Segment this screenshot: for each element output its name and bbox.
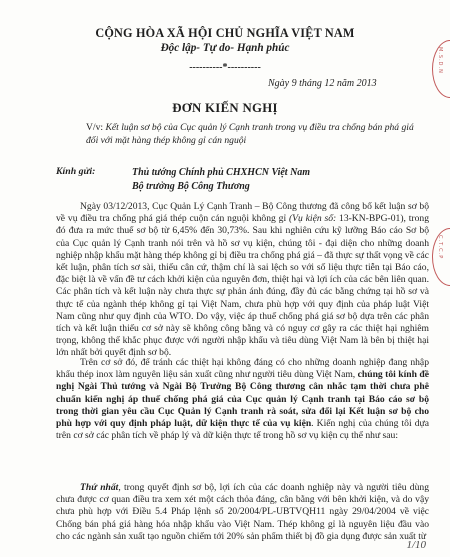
subject-text: Kết luận sơ bộ của Cục quản lý Cạnh tranh trong vụ điều tra chống bán phá giá đối với mặt hàng thép không gỉ cán nguội [86,122,414,146]
paragraph-3: Thứ nhất, trong quyết định sơ bộ, lợi ích của các doanh nghiệp này và người tiêu dùng chưa được cơ quan điều tra xem xét một cách thỏa đáng, cân bằng với bên khởi kiện, và do vậy chưa phù hợp với Điều 5.4 Pháp lệnh số 20/2004/PL-UBTVQH11 ngày 29/04/2004 về việc Chống bán phá giá hàng hóa nhập khẩu vào Việt Nam. Thép không gỉ là nguyên liệu đầu vào cho các ngành sản xuất tạo nguồn chiếm tới 20% sản phẩm thiết bị đồ gia dụng được sản xuất từ [56,482,429,542]
page-number: 1/10 [406,539,426,551]
recipients-block [132,166,310,194]
recipient-prime-minister: Thủ tướng Chính phủ CHXHCN Việt Nam [132,167,311,178]
recipients-label: Kính gửi: [56,166,96,177]
country-header: CỘNG HÒA XÃ HỘI CHỦ NGHĨA VIỆT NAM [95,26,355,40]
paragraph-2: Trên cơ sở đó, để tránh các thiệt hại không đáng có cho những doanh nghiệp đang nhập khẩu thép inox làm nguyên liệu sản xuất cũng như người tiêu dùng Việt Nam, chúng tôi kính đề nghị Ngài Thủ tướng và Ngài Bộ Trưởng Bộ Công thương cân nhắc tạm thời chưa phê chuẩn kiến nghị áp thuế chống phá giá của Cục quản lý Cạnh tranh tại Báo cáo sơ bộ trong thời gian yêu cầu Cục Quản lý Cạnh tranh rà soát, sửa đổi lại Kết luận sơ bộ cho phù hợp với quy định pháp luật, dữ kiện thực tế của vụ kiện. Kiến nghị của chúng tôi dựa trên cơ sở các phân tích về pháp lý và dữ kiện thực tế trong hồ sơ vụ kiện cụ thể như sau: [56,357,429,442]
subject-line [86,122,426,147]
subject-prefix: V/v: [86,122,104,133]
seal-stamp-icon: C.T.C.P [432,228,450,286]
first-point-lead: Thứ nhất [80,482,119,493]
paragraph-1: Ngày 03/12/2013, Cục Quản Lý Cạnh Tranh – Bộ Công thương đã công bố kết luận sơ bộ về vụ điều tra chống phá giá thép cuộn cán nguội không gỉ (Vụ kiện số: 13-KN-BPG-01), trong đó đưa ra mức thuế sơ bộ từ 6,45% đến 30,73%. Sau khi nghiên cứu kỹ lưỡng Báo cáo Sơ bộ của Cục quản lý Cạnh tranh nói trên và hồ sơ vụ kiện, chúng tôi - đại diện cho những doanh nghiệp nhập khẩu mặt hàng thép không gỉ bị điều tra chống phá giá – đã thực sự thất vọng về các kết luận, phân tích sơ sài, thiếu cân cứ, thậm chí là sai lệch so với số liệu thực tiễn tại Báo cáo, đặc biệt là về vấn đề tư cách khởi kiện của nguyên đơn, thiệt hại và lợi ích của các bên liên quan. Các phân tích và kết luận này chưa thực sự phản ánh đúng, đầy đủ các bằng chứng tại hồ sơ và thực tế của ngành thép không gỉ tại Việt Nam, chưa phù hợp với quy định của pháp luật Việt Nam cũng như quy định của WTO. Do vậy, việc áp thuế chống phá giá sơ bộ dựa trên các phân tích và kết luận thiếu cơ sở này sẽ không công bằng và có nguy cơ gây ra các thiệt hại nghiêm trọng, không thể khắc phục được với người nhập khẩu và tiêu dùng Việt Nam là bên bị thiệt hại lớn nhất bởi quyết định sơ bộ. [56,201,429,359]
document-title: ĐƠN KIẾN NGHỊ [172,101,278,115]
document-date: Ngày 9 tháng 12 năm 2013 [268,78,377,89]
header-separator: ----------*---------- [189,62,261,73]
recipient-minister: Bộ trưởng Bộ Công Thương [132,181,250,192]
seal-stamp-icon: M.S.D.N [432,40,450,98]
motto: Độc lập- Tự do- Hạnh phúc [160,42,290,54]
request-statement: chúng tôi kính đề nghị Ngài Thủ tướng và Ngài Bộ Trưởng Bộ Công thương cân nhắc tạm thời chưa phê chuẩn kiến nghị áp thuế chống phá giá của Cục quản lý Cạnh tranh tại Báo cáo sơ bộ trong thời gian yêu cầu Cục Quản lý Cạnh tranh rà soát, sửa đổi lại Kết luận sơ bộ cho phù hợp với quy định pháp luật, dữ kiện thực tế của vụ kiện [56,369,429,430]
